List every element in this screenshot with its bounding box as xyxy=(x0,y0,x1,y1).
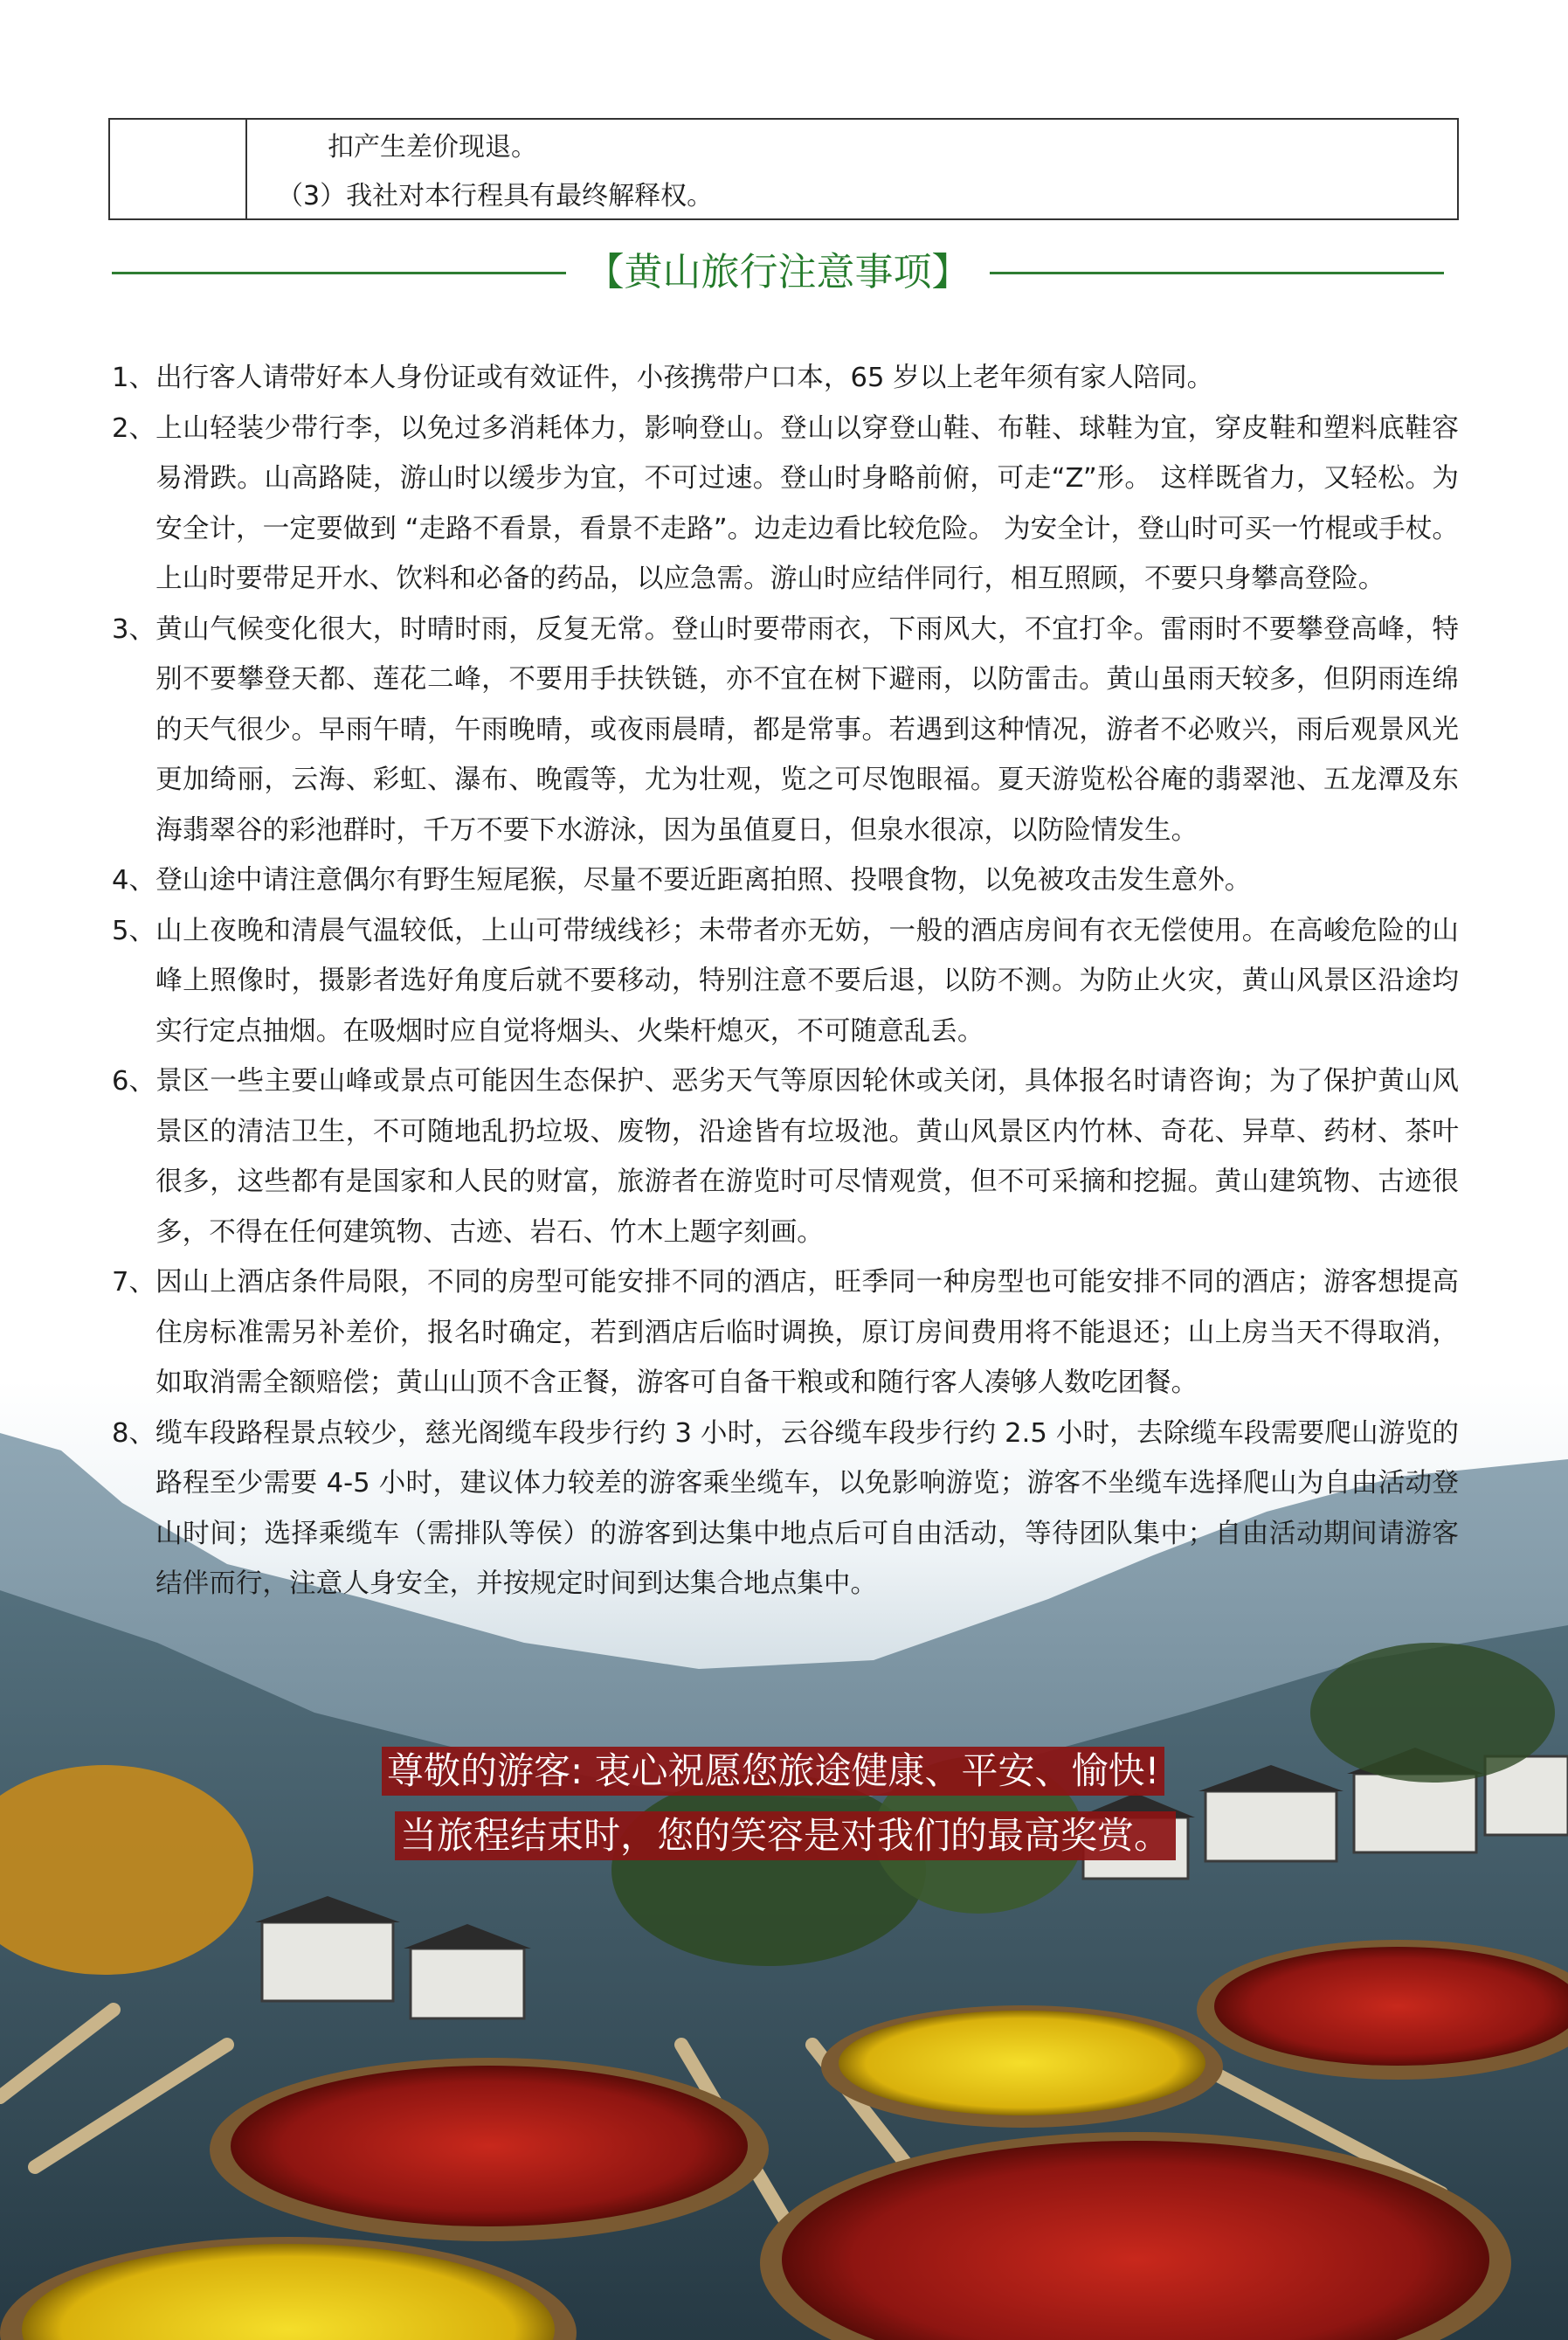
note-text: 景区一些主要山峰或景点可能因生态保护、恶劣天气等原因轮休或关闭，具体报名时请咨询；为了保护黄山风景区的清洁卫生，不可随地乱扔垃圾、废物，沿途皆有垃圾池。黄山风景区内竹林、奇花、异草、药材、茶叶很多，这些都有是国家和人民的财富，旅游者在游览时可尽情观赏，但不可采摘和挖掘。黄山建筑物、古迹很多，不得在任何建筑物、古迹、岩石、竹木上题字刻画。 xyxy=(155,1066,1459,1248)
note-item xyxy=(112,1409,1459,1610)
note-number: 1、 xyxy=(112,363,156,393)
table-line: 扣产生差价现退。 xyxy=(328,132,537,163)
note-item xyxy=(112,1257,1459,1409)
note-item xyxy=(112,906,1459,1057)
note-text: 山上夜晚和清晨气温较低，上山可带绒线衫；未带者亦无妨，一般的酒店房间有衣无偿使用。在高峻危险的山峰上照像时，摄影者选好角度后就不要移动，特别注意不要后退，以防不测。为防止火灾，黄山风景区沿途均实行定点抽烟。在吸烟时应自觉将烟头、火柴杆熄灭，不可随意乱丢。 xyxy=(155,915,1459,1047)
note-number: 2、 xyxy=(112,412,156,444)
note-item xyxy=(112,353,1459,404)
table-line: （3）我社对本行程具有最终解释权。 xyxy=(277,181,714,211)
note-number: 5、 xyxy=(112,915,156,946)
table-content-cell xyxy=(247,120,1457,218)
farewell-banner-line1: 尊敬的游客: 衷心祝愿您旅途健康、平安、愉快! xyxy=(382,1747,1164,1796)
note-item xyxy=(112,404,1459,605)
title-rule-left xyxy=(112,272,566,274)
note-text: 出行客人请带好本人身份证或有效证件，小孩携带户口本，65 岁以上老年须有家人陪同。 xyxy=(155,363,1214,393)
note-item xyxy=(112,1056,1459,1257)
note-number: 3、 xyxy=(112,613,156,645)
title-rule-right xyxy=(990,272,1444,274)
note-number: 8、 xyxy=(112,1417,156,1449)
note-text: 黄山气候变化很大，时晴时雨，反复无常。登山时要带雨衣，下雨风大，不宜打伞。雷雨时不要攀登高峰，特别不要攀登天都、莲花二峰，不要用手扶铁链，亦不宜在树下避雨，以防雷击。黄山虽雨天较多，但阴雨连绵的天气很少。早雨午晴，午雨晚晴，或夜雨晨晴，都是常事。若遇到这种情况，游者不必败兴，雨后观景风光更加绮丽，云海、彩虹、瀑布、晚霞等，尤为壮观，览之可尽饱眼福。夏天游览松谷庵的翡翠池、五龙潭及东海翡翠谷的彩池群时，千万不要下水游泳，因为虽值夏日，但泉水很凉，以防险情发生。 xyxy=(155,613,1459,846)
note-number: 7、 xyxy=(112,1267,156,1298)
travel-notes-list xyxy=(112,353,1459,1610)
note-number: 4、 xyxy=(112,865,156,896)
note-item xyxy=(112,855,1459,906)
note-text: 因山上酒店条件局限，不同的房型可能安排不同的酒店，旺季同一种房型也可能安排不同的酒店；游客想提高住房标准需另补差价，报名时确定，若到酒店后临时调换，原订房间费用将不能退还；山上房当天不得取消，如取消需全额赔偿；黄山山顶不含正餐，游客可自备干粮或和随行客人凑够人数吃团餐。 xyxy=(155,1267,1459,1398)
note-text: 缆车段路程景点较少，慈光阁缆车段步行约 3 小时，云谷缆车段步行约 2.5 小时，去除缆车段需要爬山游览的路程至少需要 4-5 小时，建议体力较差的游客乘坐缆车，以免影响游览；游客不坐缆车选择爬山为自由活动登山时间；选择乘缆车（需排队等侯）的游客到达集中地点后可自由活动，等待团队集中；自由活动期间请游客结伴而行，注意人身安全，并按规定时间到达集合地点集中。 xyxy=(155,1417,1459,1599)
table-label-cell xyxy=(110,120,247,218)
farewell-banner-line2: 当旅程结束时，您的笑容是对我们的最高奖赏。 xyxy=(395,1811,1176,1860)
note-item xyxy=(112,605,1459,856)
note-text: 上山轻装少带行李，以免过多消耗体力，影响登山。登山以穿登山鞋、布鞋、球鞋为宜，穿皮鞋和塑料底鞋容易滑跌。山高路陡，游山时以缓步为宜，不可过速。登山时身略前俯，可走“Z”形。 这样既省力，又轻松。为安全计，一定要做到 “走路不看景，看景不走路”。边走边看比较危险。 为安全计，登山时可买一竹棍或手杖。上山时要带足开水、饮料和必备的药品，以应急需。游山时应结伴同行，相互照顾，不要只身攀高登险。 xyxy=(155,412,1459,594)
itinerary-table xyxy=(108,118,1459,220)
note-text: 登山途中请注意偶尔有野生短尾猴，尽量不要近距离拍照、投喂食物，以免被攻击发生意外。 xyxy=(155,865,1252,896)
section-title: 【黄山旅行注意事项】 xyxy=(585,250,971,294)
note-number: 6、 xyxy=(112,1066,156,1097)
